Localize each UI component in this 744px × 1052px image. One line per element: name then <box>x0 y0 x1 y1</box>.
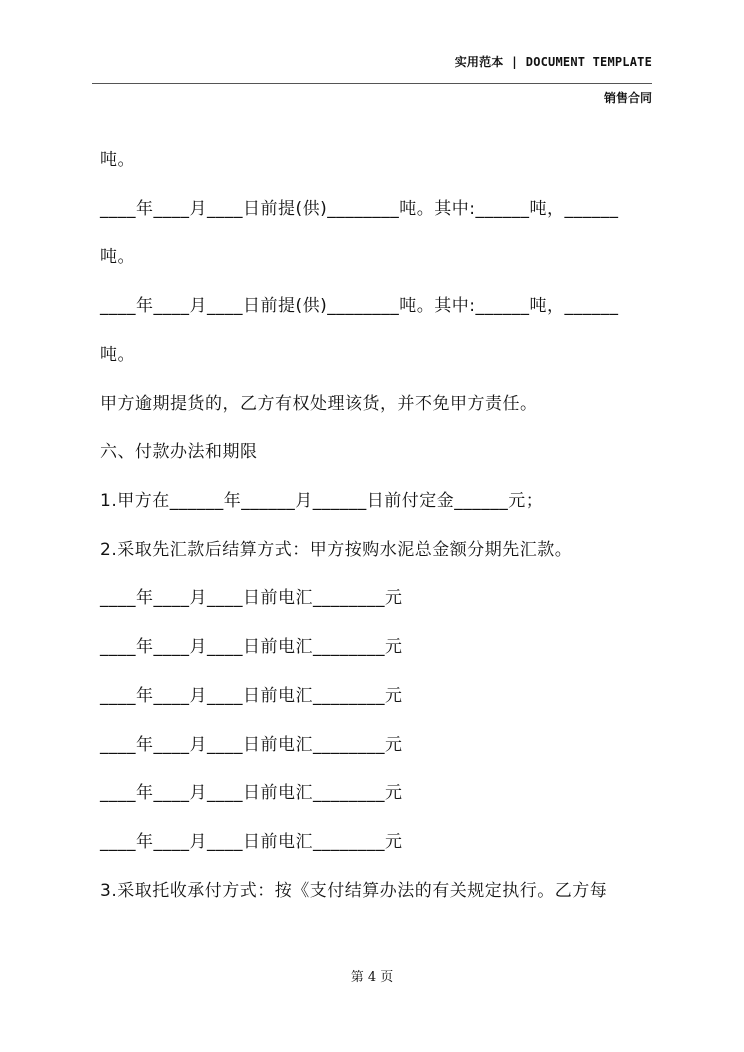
body-line: ____年____月____日前电汇________元 <box>100 588 403 608</box>
body-line: ____年____月____日前电汇________元 <box>100 637 403 657</box>
header-subtitle: 销售合同 <box>603 91 652 105</box>
body-line: ____年____月____日前电汇________元 <box>100 735 403 755</box>
body-line: 吨。 <box>100 247 135 267</box>
body-line: 吨。 <box>100 150 135 170</box>
body-line: ____年____月____日前电汇________元 <box>100 686 403 706</box>
body-line: ____年____月____日前电汇________元 <box>100 832 403 852</box>
body-line: ____年____月____日前提(供)________吨。其中:______吨，______ <box>100 296 619 316</box>
body-line: 2.采取先汇款后结算方式：甲方按购水泥总金额分期先汇款。 <box>100 540 573 560</box>
section-heading: 六、付款办法和期限 <box>100 442 258 462</box>
body-line: 3.采取托收承付方式：按《支付结算办法的有关规定执行。乙方每 <box>100 881 608 901</box>
body-line: 吨。 <box>100 345 135 365</box>
body-line: ____年____月____日前提(供)________吨。其中:______吨，______ <box>100 199 619 219</box>
page-number: 第 4 页 <box>350 970 394 985</box>
body-line: 1.甲方在______年______月______日前付定金______元； <box>100 491 544 511</box>
header-title: 实用范本 | DOCUMENT TEMPLATE <box>454 55 652 69</box>
header-divider <box>92 83 652 84</box>
body-line: 甲方逾期提货的，乙方有权处理该货，并不免甲方责任。 <box>100 394 538 414</box>
body-line: ____年____月____日前电汇________元 <box>100 783 403 803</box>
